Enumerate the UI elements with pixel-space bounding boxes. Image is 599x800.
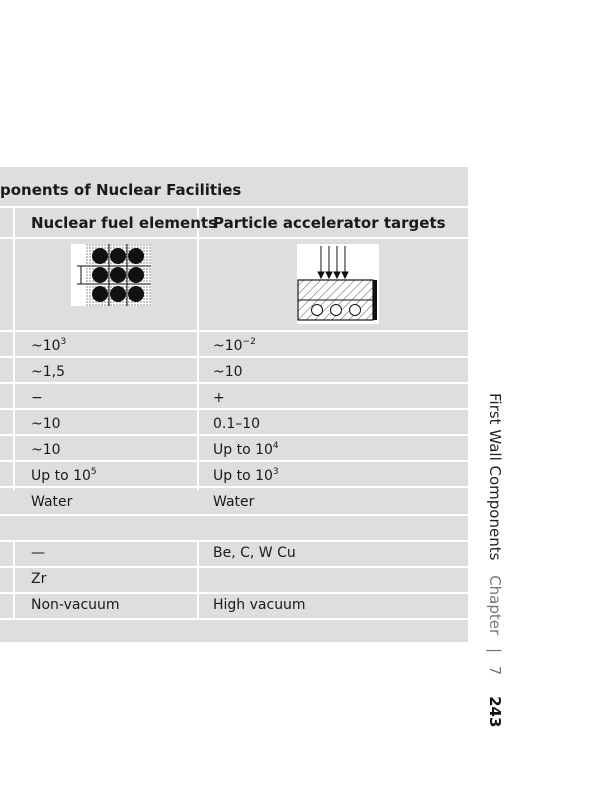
- fuel-cell: ~10: [31, 442, 61, 458]
- accelerator-cell: $\sim 10^{-2}$: [213, 337, 256, 354]
- accelerator-cell: ~10: [213, 364, 243, 380]
- row-divider: [0, 382, 468, 384]
- row-divider: [0, 408, 468, 410]
- fuel-cell: ~10: [31, 416, 61, 432]
- row-divider: [0, 486, 468, 488]
- table-title: ponents of Nuclear Facilities: [0, 181, 242, 199]
- accelerator-cell: +: [213, 390, 225, 406]
- row-divider: [0, 540, 468, 542]
- row-divider: [0, 434, 468, 436]
- page-number: 243: [486, 696, 504, 728]
- fuel-cell: Zr: [31, 571, 47, 587]
- column-divider: [13, 540, 15, 620]
- row-divider: [0, 514, 468, 516]
- accelerator-cell: Up to $10^4$: [213, 441, 279, 458]
- row-divider: [0, 592, 468, 594]
- column-divider: [13, 206, 15, 490]
- column-divider: [197, 206, 199, 490]
- accelerator-cell: Be, C, W Cu: [213, 545, 296, 561]
- header-fuel-elements: Nuclear fuel elements: [31, 214, 217, 232]
- target-cross-section-icon: [297, 244, 379, 324]
- row-divider: [0, 356, 468, 358]
- fuel-cell: Up to $10^5$: [31, 467, 97, 484]
- section-title: First Wall Components: [486, 393, 504, 561]
- chapter-number: 7: [486, 665, 504, 676]
- row-divider: [0, 460, 468, 462]
- row-divider: [0, 206, 468, 208]
- chapter-separator: |: [486, 647, 504, 654]
- fuel-cell: ~1,5: [31, 364, 65, 380]
- row-divider: [0, 618, 468, 620]
- row-divider: [0, 330, 468, 332]
- column-divider: [197, 540, 199, 620]
- row-divider: [0, 237, 468, 239]
- fuel-cell: −: [31, 390, 43, 406]
- accelerator-cell: Up to $10^3$: [213, 467, 279, 484]
- row-divider: [0, 566, 468, 568]
- fuel-cell: Water: [31, 494, 73, 510]
- chapter-label: Chapter: [486, 575, 504, 636]
- accelerator-cell: 0.1–10: [213, 416, 261, 432]
- running-header: [478, 393, 504, 728]
- fuel-rod-bundle-icon: [71, 244, 151, 306]
- accelerator-cell: Water: [213, 494, 255, 510]
- fuel-cell: Non-vacuum: [31, 597, 120, 613]
- accelerator-cell: High vacuum: [213, 597, 306, 613]
- fuel-cell: $\sim 10^3$: [31, 337, 67, 354]
- components-table: [0, 167, 468, 642]
- fuel-cell: —: [31, 545, 45, 561]
- header-accelerator-targets: Particle accelerator targets: [213, 214, 446, 232]
